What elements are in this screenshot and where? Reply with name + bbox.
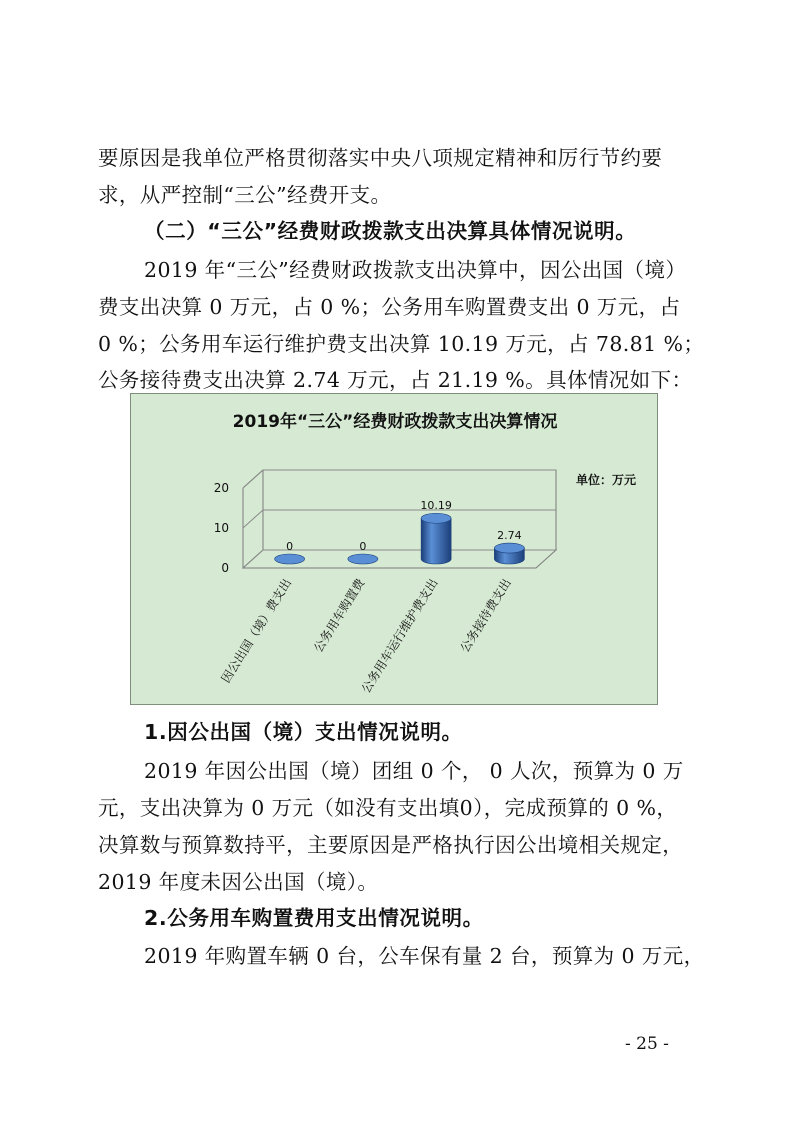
chart-category-label: 公务用车运行维护费支出 — [358, 576, 441, 696]
chart-category-label: 因公出国（境）费支出 — [218, 576, 295, 686]
chart-y-tick-label: 10 — [213, 521, 229, 535]
body-text-line: 决算数与预算数持平，主要原因是严格执行因公出境相关规定， — [98, 833, 684, 857]
body-text-line: 公务接待费支出决算 2.74 万元，占 21.19 %。具体情况如下： — [98, 368, 693, 392]
body-text-line: 2019 年购置车辆 0 台，公车保有量 2 台，预算为 0 万元， — [144, 944, 705, 968]
chart-category-label: 公务用车购置费 — [311, 576, 368, 655]
chart-y-tick-label: 0 — [221, 561, 229, 575]
chart-bar-top — [494, 543, 524, 553]
body-text-line: 要原因是我单位严格贯彻落实中央八项规定精神和厉行节约要 — [98, 146, 663, 170]
chart-bar-top — [348, 554, 378, 564]
chart-unit-label: 单位：万元 — [576, 473, 637, 487]
chart-gridline — [243, 510, 556, 528]
body-text-line: 元，支出决算为 0 万元（如没有支出填0），完成预算的 0 %， — [98, 796, 678, 820]
chart-bar — [421, 518, 451, 564]
chart-bar-top — [275, 554, 305, 564]
chart-data-label: 0 — [286, 540, 294, 553]
chart-data-label: 0 — [359, 540, 367, 553]
body-text-line: 2019 年度未因公出国（境）。 — [98, 870, 379, 894]
chart — [131, 394, 659, 706]
body-text-line: 费支出决算 0 万元，占 0 %；公务用车购置费支出 0 万元，占 — [98, 295, 681, 319]
chart-data-label: 2.74 — [497, 529, 522, 543]
chart-gridline — [243, 470, 556, 488]
subsection-heading: 2.公务用车购置费用支出情况说明。 — [144, 906, 484, 930]
section-heading: （二）“三公”经费财政拨款支出决算具体情况说明。 — [144, 219, 637, 243]
chart-bar-top — [421, 513, 451, 523]
body-text-line: 2019 年因公出国（境）团组 0 个， 0 人次，预算为 0 万 — [144, 759, 684, 783]
chart-title: 2019年“三公”经费财政拨款支出决算情况 — [232, 412, 558, 432]
chart-category-label: 公务接待费支出 — [457, 576, 514, 655]
chart-data-label: 10.19 — [420, 499, 452, 513]
body-text-line: 求，从严控制“三公”经费开支。 — [98, 183, 392, 207]
subsection-heading: 1.因公出国（境）支出情况说明。 — [144, 720, 463, 744]
page-number: - 25 - — [625, 1034, 669, 1054]
body-text-line: 2019 年“三公”经费财政拨款支出决算中，因公出国（境） — [144, 258, 687, 282]
body-text-line: 0 %；公务用车运行维护费支出决算 10.19 万元，占 78.81 %； — [98, 332, 705, 356]
chart-container — [130, 393, 658, 705]
chart-y-tick-label: 20 — [213, 481, 229, 495]
